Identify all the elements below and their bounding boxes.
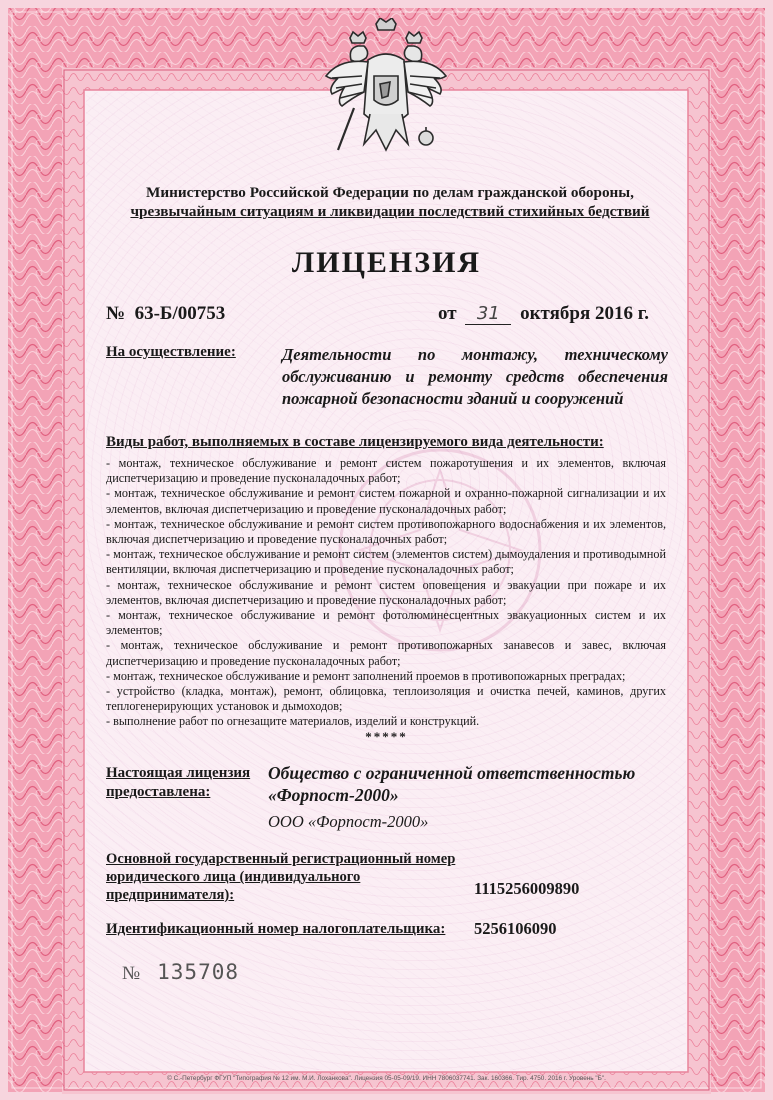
work-item: - монтаж, техническое обслуживание и ремонт фотолюминесцентных эвакуационных систем и их элементов; <box>106 608 666 638</box>
ogrn-label: Основной государственный регистрационный номер юридического лица (индивидуального предпринимателя): <box>106 851 456 903</box>
license-number <box>106 303 225 325</box>
ministry-line-2: чрезвычайным ситуациям и ликвидации последствий стихийных бедствий <box>130 203 650 220</box>
inn-label: Идентификационный номер налогоплательщика: <box>106 921 446 937</box>
date-prefix: от <box>438 303 457 324</box>
document-title: ЛИЦЕНЗИЯ <box>291 246 482 279</box>
licensee-short-name: ООО «Форпост-2000» <box>268 812 429 831</box>
ogrn-value: 1115256009890 <box>474 879 580 898</box>
section-separator: ***** <box>365 729 408 744</box>
works-title: Виды работ, выполняемых в составе лицензируемого вида деятельности: <box>106 434 604 450</box>
coat-of-arms-icon <box>318 18 454 168</box>
work-item: - монтаж, техническое обслуживание и ремонт систем пожарной и охранно-пожарной сигнализации и их элементов, включая диспетчеризацию и проведение пусконаладочных работ; <box>106 486 666 516</box>
date-month-year: октября 2016 г. <box>520 303 649 324</box>
work-item: - монтаж, техническое обслуживание и ремонт систем пожаротушения и их элементов, включая диспетчеризацию и проведение пусконаладочных работ; <box>106 456 666 486</box>
work-item: - монтаж, техническое обслуживание и ремонт систем противопожарного водоснабжения и их элементов, включая диспетчеризацию и проведение пусконаладочных работ; <box>106 516 666 547</box>
granted-label: Настоящая лицензия предоставлена: <box>106 765 251 800</box>
license-date <box>438 303 649 325</box>
work-item: - устройство (кладка, монтаж), ремонт, облицовка, теплоизоляция и очистка печей, каминов, других теплогенерирующих установок и дымоходов; <box>106 684 666 714</box>
serial-value: 135708 <box>157 960 239 984</box>
date-day: 31 <box>465 303 511 325</box>
licensee-full-name: Общество с ограниченной ответственностью «Форпост-2000» <box>268 763 636 805</box>
purpose-label: На осуществление: <box>106 344 236 360</box>
work-item: - монтаж, техническое обслуживание и ремонт систем (элементов систем) дымоудаления и противодымной вентиляции, включая диспетчеризацию и проведение пусконаладочных работ; <box>106 547 666 577</box>
ministry-line-1: Министерство Российской Федерации по делам гражданской обороны, <box>146 184 634 201</box>
license-number-value: 63-Б/00753 <box>134 303 226 324</box>
ministry-name <box>110 183 670 221</box>
printer-footer: © С.-Петербург ФГУП "Типография № 12 им. М.И. Лоханкова". Лицензия 05-05-09/19. ИНН 7806037741. Зак. 160366. Тир. 4750. 2016 г. Уровень "Б". <box>167 1075 606 1082</box>
works-list <box>106 456 666 730</box>
work-item: - выполнение работ по огнезащите материалов, изделий и конструкций. <box>106 714 480 729</box>
number-sign: № <box>106 303 126 324</box>
inn-value: 5256106090 <box>474 919 557 938</box>
work-item: - монтаж, техническое обслуживание и ремонт систем оповещения и эвакуации при пожаре и их элементов, включая диспетчеризацию и проведение пусконаладочных работ; <box>106 577 666 607</box>
work-item: - монтаж, техническое обслуживание и ремонт заполнений проемов в противопожарных преградах; <box>106 668 626 683</box>
purpose-text: Деятельности по монтажу, техническому обслуживанию и ремонту средств обеспечения пожарной безопасности зданий и сооружений <box>282 345 668 408</box>
form-serial-number <box>122 960 239 985</box>
serial-sign: № <box>122 963 142 984</box>
work-item: - монтаж, техническое обслуживание и ремонт противопожарных занавесов и завес, включая диспетчеризацию и проведение пусконаладочных работ; <box>106 638 666 668</box>
